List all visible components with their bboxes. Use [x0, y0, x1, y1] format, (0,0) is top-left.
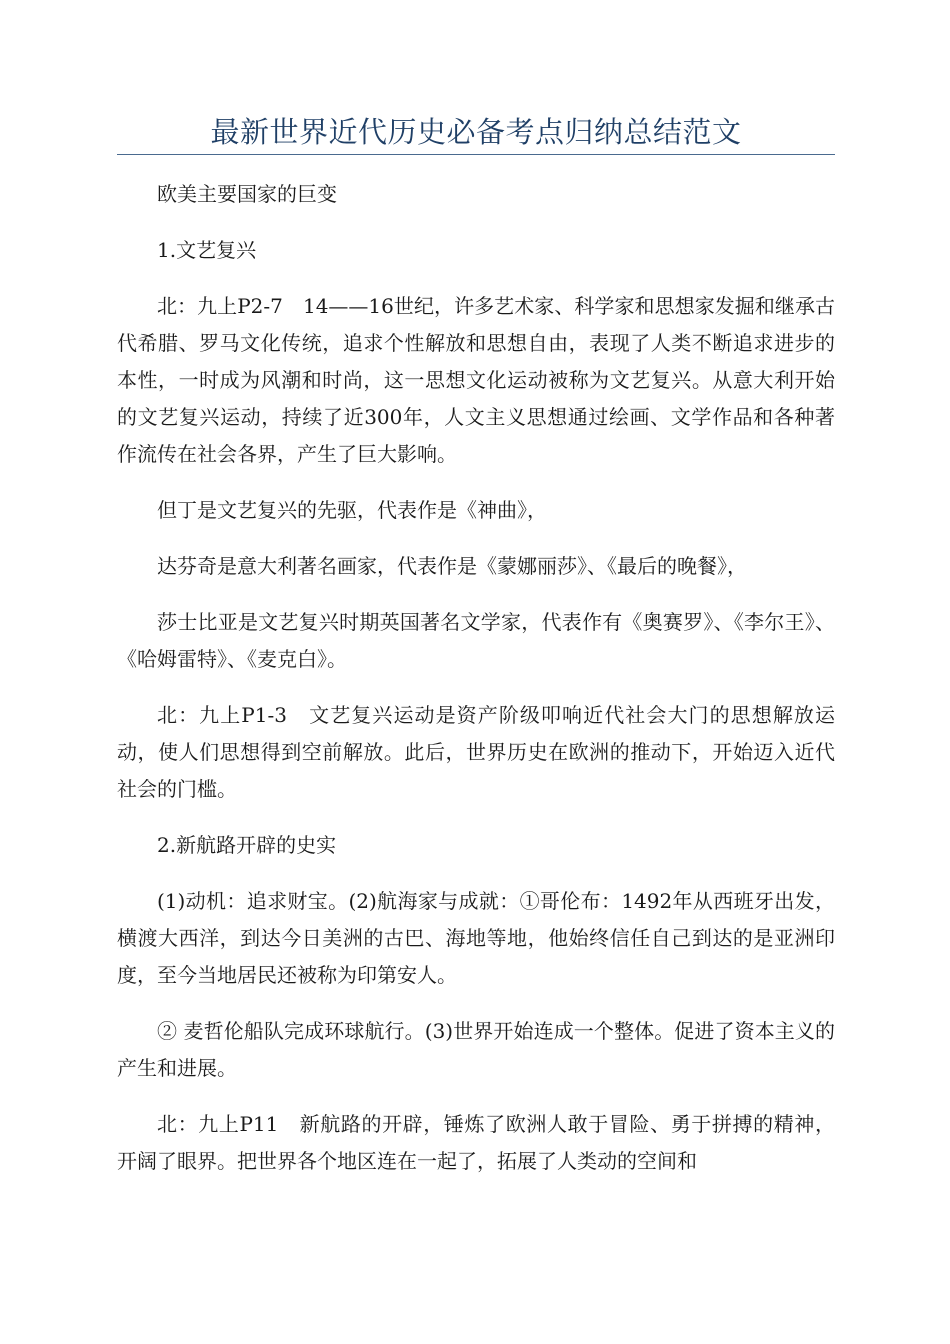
- document-body: [117, 176, 835, 1199]
- section-heading-new-routes: 2.新航路开辟的史实: [157, 833, 337, 857]
- paragraph-columbus: (1)动机：追求财宝。(2)航海家与成就：①哥伦布：1492年从西班牙出发，横渡大西洋，到达今日美洲的古巴、海地等地，他始终信任自己到达的是亚洲印度，至今当地居民还被称为印第安人。: [117, 889, 835, 987]
- paragraph-dante: 但丁是文艺复兴的先驱，代表作是《神曲》，: [157, 498, 547, 522]
- section-heading-main: 欧美主要国家的巨变: [157, 182, 337, 206]
- document-title: 最新世界近代历史必备考点归纳总结范文: [210, 115, 742, 149]
- section-heading-renaissance: 1.文艺复兴: [157, 238, 257, 262]
- title-underline: [117, 154, 835, 155]
- paragraph-renaissance-intro: 北：九上P2-7 14——16世纪，许多艺术家、科学家和思想家发掘和继承古代希腊、罗马文化传统，追求个性解放和思想自由，表现了人类不断追求进步的本性，一时成为风潮和时尚，这一思想文化运动被称为文艺复兴。从意大利开始的文艺复兴运动，持续了近300年，人文主义思想通过绘画、文学作品和各种著作流传在社会各界，产生了巨大影响。: [117, 294, 835, 466]
- paragraph-shakespeare: 莎士比亚是文艺复兴时期英国著名文学家，代表作有《奥赛罗》、《李尔王》、《哈姆雷特》、《麦克白》。: [117, 610, 835, 671]
- paragraph-renaissance-significance: 北：九上P1-3 文艺复兴运动是资产阶级叩响近代社会大门的思想解放运动，使人们思想得到空前解放。此后，世界历史在欧洲的推动下，开始迈入近代社会的门槛。: [117, 703, 835, 801]
- paragraph-new-routes-significance: 北：九上P11 新航路的开辟，锤炼了欧洲人敢于冒险、勇于拼搏的精神，开阔了眼界。把世界各个地区连在一起了，拓展了人类动的空间和: [117, 1112, 835, 1173]
- paragraph-magellan: ② 麦哲伦船队完成环球航行。(3)世界开始连成一个整体。促进了资本主义的产生和进展。: [117, 1019, 835, 1080]
- paragraph-da-vinci: 达芬奇是意大利著名画家，代表作是《蒙娜丽莎》、《最后的晚餐》，: [157, 554, 747, 578]
